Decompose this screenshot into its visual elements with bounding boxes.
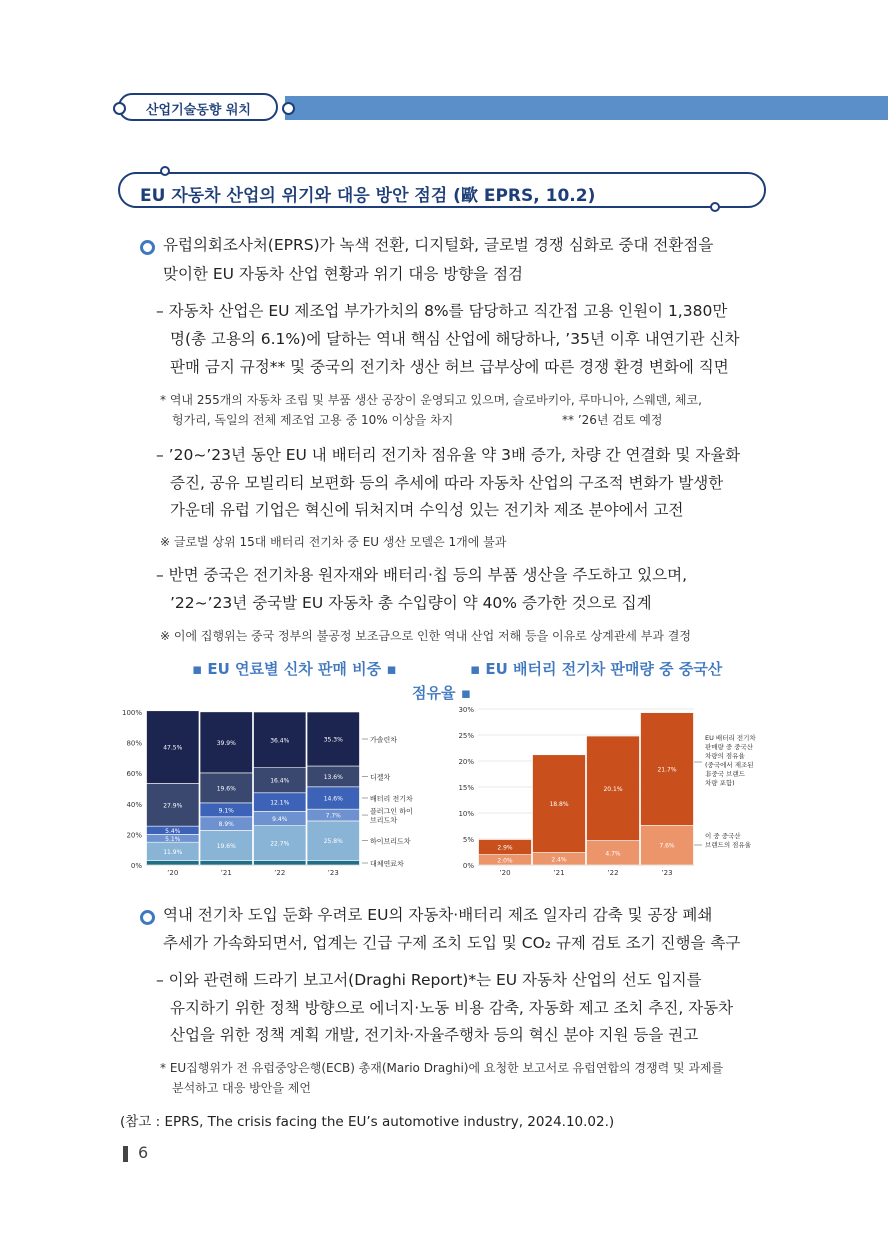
footnote: ※ 이에 집행위는 중국 정부의 불공정 보조금으로 인한 역내 산업 저해 등을 이유로 상계관세 부과 결정 bbox=[160, 629, 691, 643]
dash-text: 판매 금지 규정** 및 중국의 전기차 생산 허브 급부상에 따른 경쟁 환경 변화에 직면 bbox=[170, 358, 729, 376]
dash-text: ’22~’23년 중국발 EU 자동차 총 수입량이 약 40% 증가한 것으로 집계 bbox=[170, 594, 652, 612]
data-label: 5.1% bbox=[165, 835, 181, 843]
title-bottom-dot bbox=[710, 202, 720, 212]
legend-label: 배터리 전기차 bbox=[370, 794, 413, 803]
y-tick-label: 20% bbox=[126, 831, 142, 840]
title-box bbox=[118, 172, 766, 208]
data-label: 2.9% bbox=[497, 844, 513, 852]
chart-caption-right-2: 점유율 ▪ bbox=[412, 684, 471, 702]
data-label: 16.4% bbox=[270, 777, 290, 785]
bar-segment bbox=[200, 860, 252, 865]
dash-text: 증진, 공유 모빌리티 보편화 등의 추세에 따라 자동차 산업의 구조적 변화가 발생한 bbox=[170, 474, 724, 492]
y-tick-label: 10% bbox=[458, 810, 474, 818]
data-label: 39.9% bbox=[216, 739, 236, 747]
data-label: 9.4% bbox=[272, 815, 288, 823]
bullet-icon bbox=[140, 240, 155, 255]
badge-left-dot bbox=[113, 102, 126, 115]
bullet-icon bbox=[140, 910, 155, 925]
legend-label: 이 중 중국산 bbox=[705, 832, 741, 840]
data-label: 18.8% bbox=[549, 801, 569, 809]
data-label: 8.9% bbox=[218, 821, 234, 829]
bullet-text: 추세가 가속화되면서, 업계는 긴급 구제 조치 도입 및 CO₂ 규제 검토 조기 진행을 촉구 bbox=[163, 934, 741, 952]
dash-text: 산업을 위한 정책 계획 개발, 전기차·자율주행차 등의 혁신 분야 지원 등을 권고 bbox=[170, 1026, 699, 1044]
y-tick-label: 15% bbox=[458, 784, 474, 792]
dash-text: 명(총 고용의 6.1%)에 달하는 역내 핵심 산업에 해당하나, ’35년 이후 내연기관 신차 bbox=[170, 330, 740, 348]
data-label: 2.4% bbox=[551, 856, 567, 864]
data-label: 7.7% bbox=[325, 812, 341, 820]
legend-label: 디젤차 bbox=[370, 773, 391, 782]
data-label: 27.9% bbox=[163, 802, 183, 810]
x-tick-label: ’21 bbox=[553, 869, 565, 877]
bar-segment bbox=[147, 860, 199, 865]
footnote: 헝가리, 독일의 전체 제조업 고용 중 10% 이상을 차지 bbox=[172, 413, 454, 427]
legend-label: 非중국 브랜드 bbox=[705, 770, 745, 778]
header-bar bbox=[285, 96, 888, 120]
x-tick-label: ’20 bbox=[499, 869, 511, 877]
legend-label: 판매량 중 중국산 bbox=[705, 743, 754, 751]
data-label: 4.7% bbox=[605, 850, 621, 858]
data-label: 13.6% bbox=[323, 773, 343, 781]
data-label: 12.1% bbox=[270, 799, 290, 807]
page-title: EU 자동차 산업의 위기와 대응 방안 점검 (歐 EPRS, 10.2) bbox=[140, 186, 596, 206]
data-label: 14.6% bbox=[323, 795, 343, 803]
bar-segment bbox=[254, 860, 306, 865]
legend-label: 브랜드의 점유율 bbox=[705, 841, 752, 849]
dash-text: – 반면 중국은 전기차용 원자재와 배터리·칩 등의 부품 생산을 주도하고 있으며, bbox=[156, 566, 688, 584]
y-tick-label: 20% bbox=[458, 758, 474, 766]
bullet-text: 맞이한 EU 자동차 산업 현황과 위기 대응 방향을 점검 bbox=[163, 265, 524, 283]
data-label: 19.6% bbox=[216, 842, 236, 850]
data-label: 7.6% bbox=[659, 842, 675, 850]
dash-text: – ’20~’23년 동안 EU 내 배터리 전기차 점유율 약 3배 증가, 차량 간 연결화 및 자율화 bbox=[156, 446, 741, 464]
bar-segment bbox=[307, 860, 359, 865]
y-tick-label: 30% bbox=[458, 706, 474, 714]
y-tick-label: 25% bbox=[458, 732, 474, 740]
dash-text: – 이와 관련해 드라기 보고서(Draghi Report)*는 EU 자동차 산업의 선도 입지를 bbox=[156, 971, 702, 989]
x-tick-label: ’21 bbox=[220, 869, 232, 877]
footnote: ** ’26년 검토 예정 bbox=[562, 413, 663, 427]
x-tick-label: ’20 bbox=[167, 869, 179, 877]
y-tick-label: 80% bbox=[126, 739, 142, 748]
chart-caption-left: ▪ EU 연료별 신차 판매 비중 ▪ bbox=[192, 660, 397, 678]
data-label: 19.6% bbox=[216, 785, 236, 793]
legend-label: (중국에서 제조된 bbox=[705, 761, 754, 769]
y-tick-label: 100% bbox=[121, 709, 142, 717]
bullet-text: 유럽의회조사처(EPRS)가 녹색 전환, 디지털화, 글로벌 경쟁 심화로 중대 전환점을 bbox=[163, 236, 714, 254]
china-share-chart bbox=[450, 700, 780, 885]
legend-label: 차량의 점유율 bbox=[705, 752, 745, 760]
y-tick-label: 0% bbox=[130, 862, 142, 870]
dash-text: – 자동차 산업은 EU 제조업 부가가치의 8%를 담당하고 직간접 고용 인원이 1,380만 bbox=[156, 302, 728, 320]
x-tick-label: ’22 bbox=[274, 869, 286, 877]
y-tick-label: 40% bbox=[126, 800, 142, 809]
section-badge bbox=[118, 93, 278, 121]
legend-label: 차량 포함) bbox=[705, 779, 735, 787]
data-label: 20.1% bbox=[603, 785, 623, 793]
legend-label: 하이브리드차 bbox=[370, 837, 411, 846]
legend-label: 가솔린차 bbox=[370, 736, 398, 745]
page-marker bbox=[123, 1146, 128, 1162]
x-tick-label: ’23 bbox=[327, 869, 339, 877]
legend-label: 대체연료차 bbox=[370, 860, 404, 868]
y-tick-label: 60% bbox=[126, 770, 142, 779]
data-label: 25.8% bbox=[323, 838, 343, 846]
footnote: 분석하고 대응 방안을 제언 bbox=[172, 1081, 311, 1095]
title-top-dot bbox=[160, 166, 170, 176]
y-tick-label: 0% bbox=[462, 862, 474, 870]
data-label: 11.9% bbox=[163, 848, 183, 856]
x-tick-label: ’22 bbox=[607, 869, 619, 877]
data-label: 36.4% bbox=[270, 737, 290, 745]
x-tick-label: ’23 bbox=[661, 869, 673, 877]
data-label: 21.7% bbox=[657, 766, 677, 774]
legend-label: EU 배터리 전기차 bbox=[705, 734, 756, 742]
chart-caption-right: ▪ EU 배터리 전기차 판매량 중 중국산 bbox=[470, 660, 723, 678]
footnote: * 역내 255개의 자동차 조립 및 부품 생산 공장이 운영되고 있으며, 슬로바키아, 루마니아, 스웨덴, 체코, bbox=[160, 393, 702, 407]
bullet-text: 역내 전기차 도입 둔화 우려로 EU의 자동차·배터리 제조 일자리 감축 및 공장 폐쇄 bbox=[163, 906, 713, 924]
dash-text: 유지하기 위한 정책 방향으로 에너지·노동 비용 감축, 자동화 제고 조치 추진, 자동차 bbox=[170, 999, 734, 1017]
page-number: 6 bbox=[138, 1143, 149, 1162]
fuel-share-chart bbox=[110, 700, 450, 885]
legend-label: 플러그인 하이 bbox=[370, 807, 413, 816]
footnote: * EU집행위가 전 유럽중앙은행(ECB) 총재(Mario Draghi)에 요청한 보고서로 유럽연합의 경쟁력 및 과제를 bbox=[160, 1061, 724, 1075]
data-label: 35.3% bbox=[323, 736, 343, 744]
section-label: 산업기술동향 워치 bbox=[146, 103, 251, 118]
reference: (참고 : EPRS, The crisis facing the EU’s automotive industry, 2024.10.02.) bbox=[120, 1114, 615, 1130]
badge-right-dot bbox=[282, 102, 295, 115]
data-label: 5.4% bbox=[165, 827, 181, 835]
y-tick-label: 5% bbox=[462, 836, 474, 844]
data-label: 2.0% bbox=[497, 857, 513, 865]
dash-text: 가운데 유럽 기업은 혁신에 뒤처지며 수익성 있는 전기차 제조 분야에서 고전 bbox=[170, 501, 684, 519]
footnote: ※ 글로벌 상위 15대 배터리 전기차 중 EU 생산 모델은 1개에 불과 bbox=[160, 535, 507, 549]
legend-label: 브리드차 bbox=[370, 816, 398, 825]
data-label: 9.1% bbox=[218, 807, 234, 815]
data-label: 47.5% bbox=[163, 744, 183, 752]
data-label: 22.7% bbox=[270, 840, 290, 848]
